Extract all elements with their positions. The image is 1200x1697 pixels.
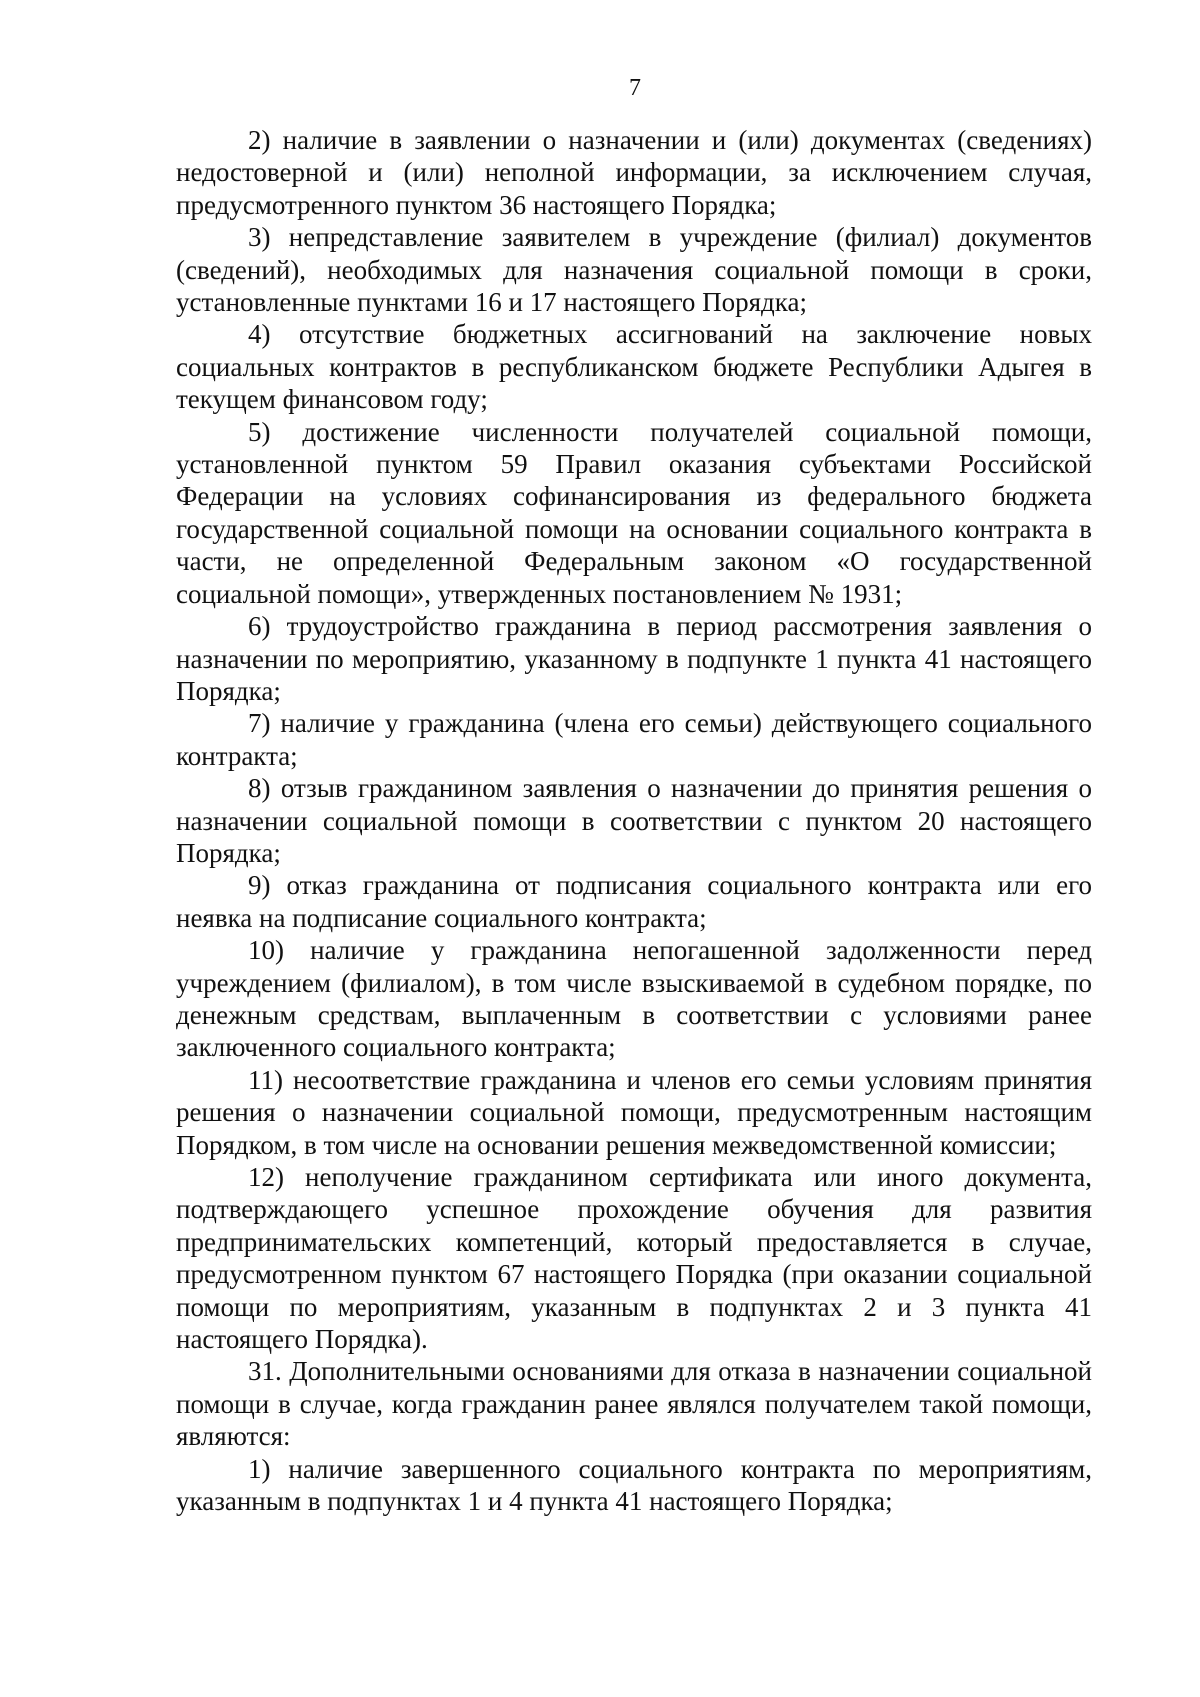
paragraph-item-2: 2) наличие в заявлении о назначении и (или) документах (сведениях) недостоверной и (или) неполной информации, за исключением случая, предусмотренного пунктом 36 настоящего Порядка; bbox=[176, 125, 1092, 220]
paragraph-item-6: 6) трудоустройство гражданина в период рассмотрения заявления о назначении по мероприятию, указанному в подпункте 1 пункта 41 настоящего Порядка; bbox=[176, 611, 1092, 706]
paragraph-item-11: 11) несоответствие гражданина и членов его семьи условиям принятия решения о назначении социальной помощи, предусмотренным настоящим Порядком, в том числе на основании решения межведомственной комиссии; bbox=[176, 1064, 1092, 1160]
paragraph-item-7: 7) наличие у гражданина (члена его семьи) действующего социального контракта; bbox=[176, 708, 1092, 771]
paragraph-item-3: 3) непредставление заявителем в учреждение (филиал) документов (сведений), необходимых для назначения социальной помощи в сроки, установленные пунктами 16 и 17 настоящего Порядка; bbox=[176, 222, 1092, 318]
paragraph-clause-31: 31. Дополнительными основаниями для отказа в назначении социальной помощи в случае, когда гражданин ранее являлся получателем такой помощи, являются: bbox=[176, 1356, 1092, 1452]
paragraph-item-10: 10) наличие у гражданина непогашенной задолженности перед учреждением (филиалом), в том числе взыскиваемой в судебном порядке, по денежным средствам, выплаченным в соответствии с условиями ранее заключенного социального контракта; bbox=[176, 935, 1092, 1063]
paragraph-item-9: 9) отказ гражданина от подписания социального контракта или его неявка на подписание социального контракта; bbox=[176, 870, 1092, 933]
paragraph-item-12: 12) неполучение гражданином сертификата или иного документа, подтверждающего успешное прохождение обучения для развития предпринимательских компетенций, который предоставляется в случае, предусмотренном пунктом 67 настоящего Порядка (при оказании социальной помощи по мероприятиям, указанным в подпунктах 2 и 3 пункта 41 настоящего Порядка). bbox=[176, 1162, 1092, 1355]
page-number: 7 bbox=[629, 75, 641, 101]
paragraph-item-8: 8) отзыв гражданином заявления о назначении до принятия решения о назначении социальной помощи в соответствии с пунктом 20 настоящего Порядка; bbox=[176, 773, 1092, 868]
paragraph-clause-31-item-1: 1) наличие завершенного социального контракта по мероприятиям, указанным в подпунктах 1 и 4 пункта 41 настоящего Порядка; bbox=[176, 1453, 1092, 1517]
document-body bbox=[176, 124, 1092, 1517]
paragraph-item-5: 5) достижение численности получателей социальной помощи, установленной пунктом 59 Правил оказания субъектами Российской Федерации на условиях софинансирования из федерального бюджета государственной социальной помощи на основании социального контракта в части, не определенной Федеральным законом «О государственной социальной помощи», утвержденных постановлением № 1931; bbox=[176, 416, 1092, 609]
paragraph-item-4: 4) отсутствие бюджетных ассигнований на заключение новых социальных контрактов в республиканском бюджете Республики Адыгея в текущем финансовом году; bbox=[176, 319, 1092, 415]
